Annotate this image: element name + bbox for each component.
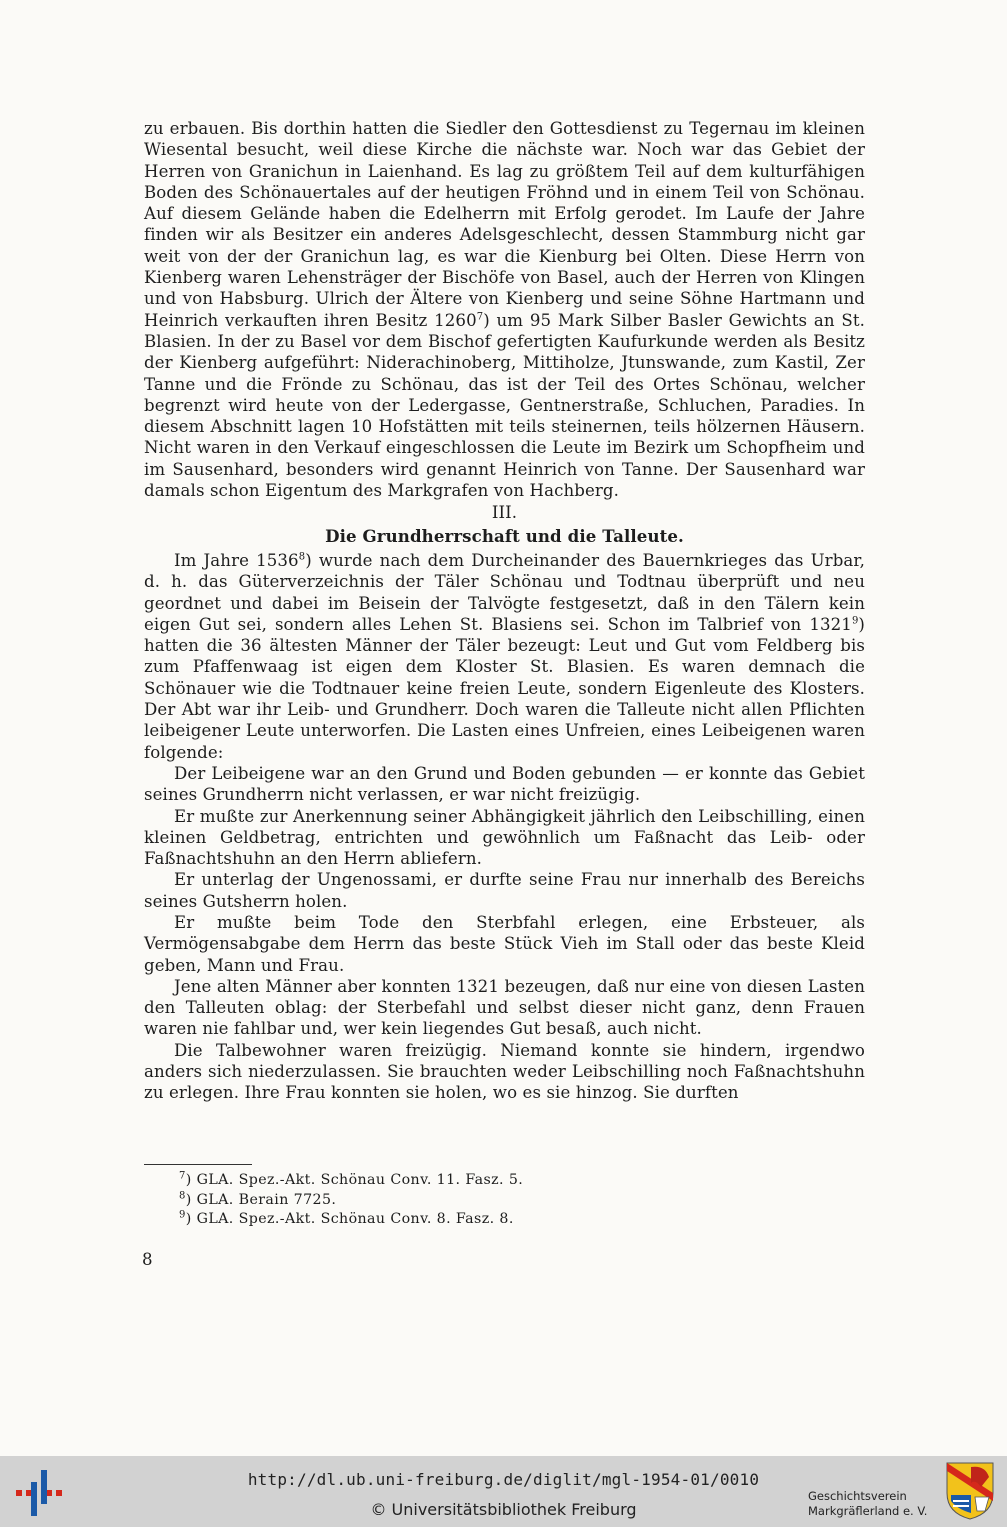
page-number: 8 [142,1250,153,1269]
copyright-notice: © Universitätsbibliothek Freiburg [370,1500,637,1519]
footnote-divider [144,1164,252,1165]
footnote-text: ) GLA. Spez.-Akt. Schönau Conv. 8. Fasz. 8. [185,1211,514,1227]
paragraph [144,118,865,501]
footnote [179,1210,523,1230]
footnote-text: ) GLA. Spez.-Akt. Schönau Conv. 11. Fasz. 5. [185,1172,524,1188]
footnote-mark: 9 [179,1209,186,1221]
section-number: III. [491,503,518,523]
paragraph-text: Im Jahre 1536 [174,550,299,570]
permalink-url[interactable]: http://dl.ub.uni-freiburg.de/diglit/mgl-1954-01/0010 [247,1470,760,1489]
paragraph-text: ) hatten die 36 ältesten Männer der Täler bezeugt: Leut und Gut vom Feldberg bis zum Pfaffenwaag ist eigen dem Kloster St. Blasien. Es waren demnach die Schönauer wie die Todtnauer keine freien Leute, sondern Eigenleute des Klosters. Der Abt war ihr Leib- und Grundherr. Doch waren die Talleute nicht allen Pflichten leibeigener Leute unterworfen. Die Lasten eines Unfreien, eines Leibeigenen waren folgende: [144,614,865,762]
footnote-text: ) GLA. Berain 7725. [185,1191,337,1208]
paragraph: Jene alten Männer aber konnten 1321 bezeugen, daß nur eine von diesen Lasten den Talleuten oblag: der Sterbefahl und selbst dieser nicht ganz, denn Frauen waren nie fahlbar und, wer kein liegendes Gut besaß, auch nicht. [144,976,865,1039]
footnote-ref: 9 [851,615,859,627]
footnote-mark: 8 [179,1189,186,1201]
coat-of-arms-icon[interactable] [945,1461,995,1521]
footnote [179,1191,523,1211]
section-title: Die Grundherrschaft und die Talleute. [325,525,684,546]
society-name-line: Markgräflerland e. V. [808,1504,928,1518]
footnote [179,1171,523,1191]
paragraph-text: zu erbauen. Bis dorthin hatten die Siedler den Gottesdienst zu Tegernau im kleinen Wiesental besucht, weil diese Kirche die nächste war. Noch war das Gebiet der Herren von Granichun in Laienhand. Es lag zu größtem Teil auf dem kulturfähigen Boden des Schönauertales auf der heutigen Fröhnd und in einem Teil von Schönau. Auf diesem Gelände haben die Edelherrn mit Erfolg gerodet. Im Laufe der Jahre finden wir als Besitzer ein anderes Adelsgeschlecht, dessen Stammburg nicht gar weit von der der Granichun lag, es war die Kienburg bei Olten. Diese Herrn von Kienberg waren Lehensträger der Bischöfe von Basel, auch der Herren von Klingen und von Habsburg. Ulrich der Ältere von Kienberg und seine Söhne Hartmann und Heinrich verkauften ihren Besitz 1260 [144,119,865,330]
footnote-mark: 7 [179,1170,186,1182]
footnote-ref: 8 [298,551,306,563]
footnote-ref: 7 [476,311,484,323]
paragraph: Er mußte zur Anerkennung seiner Abhängigkeit jährlich den Leibschilling, einen kleinen Geldbetrag, entrichten und gewöhnlich um Faßnacht das Leib- oder Faßnachtshuhn an den Herrn abliefern. [144,806,865,869]
paragraph: Er unterlag der Ungenossami, er durfte seine Frau nur innerhalb des Bereichs seines Gutsherrn holen. [144,870,865,911]
society-name-line: Geschichtsverein [808,1489,907,1503]
footer-bar [0,1456,1007,1527]
paragraph [144,550,865,763]
paragraph: Die Talbewohner waren freizügig. Niemand konnte sie hindern, irgendwo anders sich niederzulassen. Sie brauchten weder Leibschilling noch Faßnachtshuhn zu erlegen. Ihre Frau konnten sie holen, wo es sie hinzog. Sie durften [144,1040,865,1103]
paragraph-text: ) um 95 Mark Silber Basler Gewichts an St. Blasien. In der zu Basel vor dem Bischof gefertigten Kaufurkunde werden als Besitz der Kienberg aufgeführt: Niderachinoberg, Mittiholze, Jtunswande, zum Kastil, Zer Tanne und die Frönde zu Schönau, das ist der Teil des Ortes Schönau, welcher begrenzt wird heute von der Ledergasse, Gentnerstraße, Schluchen, Paradies. In diesem Abschnitt lagen 10 Hofstätten mit teils steinernen, teils hölzernen Häusern. Nicht waren in den Verkauf eingeschlossen die Leute im Bezirk um Schopfheim und im Sausenhard, besonders wird genannt Heinrich von Tanne. Der Sausenhard war damals schon Eigentum des Markgrafen von Hachberg. [144,310,865,501]
paragraph: Der Leibeigene war an den Grund und Boden gebunden — er konnte das Gebiet seines Grundherrn nicht verlassen, er war nicht freizügig. [144,763,865,805]
paragraph: Er mußte beim Tode den Sterbfahl erlegen, eine Erbsteuer, als Vermögensabgabe dem Herrn das beste Stück Vieh im Stall oder das beste Kleid geben, Mann und Frau. [144,912,865,975]
footnotes [179,1171,523,1230]
society-name [808,1489,940,1519]
page-text [144,118,865,1104]
paragraph-text: ) wurde nach dem Durcheinander des Bauernkrieges das Urbar, d. h. das Güterverzeichnis der Täler Schönau und Todtnau überprüft und neu geordnet und dabei im Beisein der Talvögte festgesetzt, daß in den Tälern kein eigen Gut sei, sondern alles Lehen St. Blasiens sei. Schon im Talbrief von 1321 [144,550,866,634]
